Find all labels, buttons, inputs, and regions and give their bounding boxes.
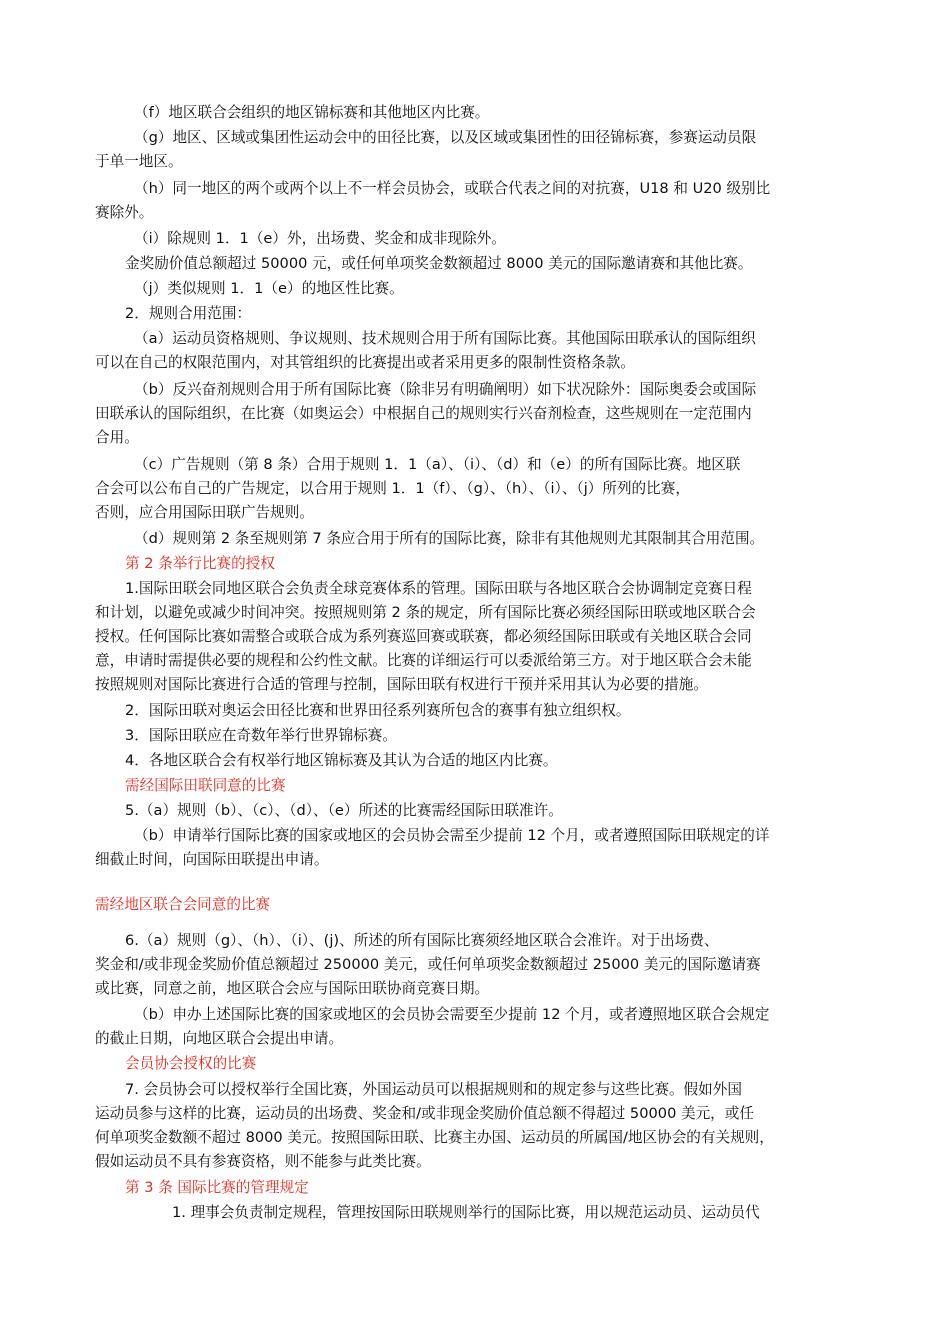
paragraph-line: （g）地区、区域或集团性运动会中的田径比赛，以及区域或集团性的田径锦标赛，参赛运动员限 (134, 129, 757, 146)
paragraph-line: 细截止时间，向国际田联提出申请。 (95, 851, 329, 868)
paragraph-line: 或比赛，同意之前，地区联合会应与国际田联协商竞赛日期。 (95, 980, 490, 997)
paragraph-line: （h）同一地区的两个或两个以上不一样会员协会，或联合代表之间的对抗赛，U18 和 U20 级别比 (134, 180, 771, 197)
paragraph-line: 何单项奖金数额不超过 8000 美元。按照国际田联、比赛主办国、运动员的所属国/地区协会的有关规则， (95, 1129, 774, 1146)
paragraph-line: 6.（a）规则（g）、（h）、（i）、(j)、所述的所有国际比赛须经地区联合会准许。对于出场费、 (125, 932, 719, 949)
section-heading: 第 3 条 国际比赛的管理规定 (125, 1179, 309, 1196)
paragraph-line: （j）类似规则 1．1（e）的地区性比赛。 (134, 280, 404, 297)
paragraph-line: 2．规则合用范围： (125, 305, 252, 322)
paragraph-line: 的截止日期，向地区联合会提出申请。 (95, 1030, 344, 1047)
paragraph-line: 1. 理事会负责制定规程，管理按国际田联规则举行的国际比赛，用以规范运动员、运动员代 (172, 1204, 760, 1221)
paragraph-line: 运动员参与这样的比赛，运动员的出场费、奖金和/或非现金奖励价值总额不得超过 50000 美元，或任 (95, 1105, 754, 1122)
paragraph-line: （d）规则第 2 条至规则第 7 条应合用于所有的国际比赛，除非有其他规则尤其限制其合用范围。 (134, 530, 765, 547)
paragraph-line: 奖金和/或非现金奖励价值总额超过 250000 美元，或任何单项奖金数额超过 25000 美元的国际邀请赛 (95, 956, 761, 973)
paragraph-line: 1.国际田联会同地区联合会负责全球竞赛体系的管理。国际田联与各地区联合会协调制定竞赛日程 (125, 580, 752, 597)
paragraph-line: 金奖励价值总额超过 50000 元，或任何单项奖金数额超过 8000 美元的国际邀请赛和其他比赛。 (125, 255, 753, 272)
section-heading: 会员协会授权的比赛 (125, 1055, 257, 1072)
paragraph-line: （i）除规则 1．1（e）外，出场费、奖金和成非现除外。 (134, 230, 506, 247)
paragraph-line: 7. 会员协会可以授权举行全国比赛，外国运动员可以根据规则和的规定参与这些比赛。假如外国 (125, 1081, 742, 1098)
paragraph-line: 按照规则对国际比赛进行合适的管理与控制，国际田联有权进行干预并采用其认为必要的措施。 (95, 676, 708, 693)
paragraph-line: （b）申请举行国际比赛的国家或地区的会员协会需至少提前 12 个月，或者遵照国际田联规定的详 (134, 827, 770, 844)
paragraph-line: （f）地区联合会组织的地区锦标赛和其他地区内比赛。 (134, 104, 490, 121)
paragraph-line: 和计划，以避免或减少时间冲突。按照规则第 2 条的规定，所有国际比赛必须经国际田联或地区联合会 (95, 604, 756, 621)
paragraph-line: （b）反兴奋剂规则合用于所有国际比赛（除非另有明确阐明）如下状况除外：国际奥委会或国际 (134, 381, 757, 398)
paragraph-line: 可以在自己的权限范围内，对其管组织的比赛提出或者采用更多的限制性资格条款。 (95, 354, 635, 371)
paragraph-line: 合用。 (95, 429, 139, 446)
paragraph-line: 4．各地区联合会有权举行地区锦标赛及其认为合适的地区内比赛。 (125, 752, 558, 769)
paragraph-line: 合会可以公布自己的广告规定，以合用于规则 1．1（f）、（g）、（h）、（i）、（j）所列的比赛， (95, 480, 690, 497)
paragraph-line: （b）申办上述国际比赛的国家或地区的会员协会需要至少提前 12 个月，或者遵照地区联合会规定 (134, 1006, 770, 1023)
paragraph-line: 否则，应合用国际田联广告规则。 (95, 504, 314, 521)
paragraph-line: 赛除外。 (95, 204, 154, 221)
section-heading: 需经国际田联同意的比赛 (125, 777, 286, 794)
paragraph-line: 假如运动员不具有参赛资格，则不能参与此类比赛。 (95, 1153, 431, 1170)
section-heading: 第 2 条举行比赛的授权 (125, 555, 275, 572)
paragraph-line: 5.（a）规则（b）、（c）、（d）、（e）所述的比赛需经国际田联准许。 (125, 802, 563, 819)
paragraph-line: 意，申请时需提供必要的规程和公约性文献。比赛的详细运行可以委派给第三方。对于地区联合会未能 (95, 652, 752, 669)
paragraph-line: 2．国际田联对奥运会田径比赛和世界田径系列赛所包含的赛事有独立组织权。 (125, 702, 631, 719)
paragraph-line: 授权。任何国际比赛如需整合或联合成为系列赛巡回赛或联赛，都必须经国际田联或有关地区联合会同 (95, 628, 752, 645)
section-heading: 需经地区联合会同意的比赛 (95, 896, 271, 913)
paragraph-line: （a）运动员资格规则、争议规则、技术规则合用于所有国际比赛。其他国际田联承认的国际组织 (134, 330, 756, 347)
paragraph-line: 于单一地区。 (95, 153, 183, 170)
paragraph-line: 3．国际田联应在奇数年举行世界锦标赛。 (125, 727, 397, 744)
paragraph-line: 田联承认的国际组织，在比赛（如奥运会）中根据自己的规则实行兴奋剂检查，这些规则在一定范围内 (95, 405, 752, 422)
paragraph-line: （c）广告规则（第 8 条）合用于规则 1．1（a）、（i）、（d）和（e）的所有国际比赛。地区联 (134, 456, 741, 473)
